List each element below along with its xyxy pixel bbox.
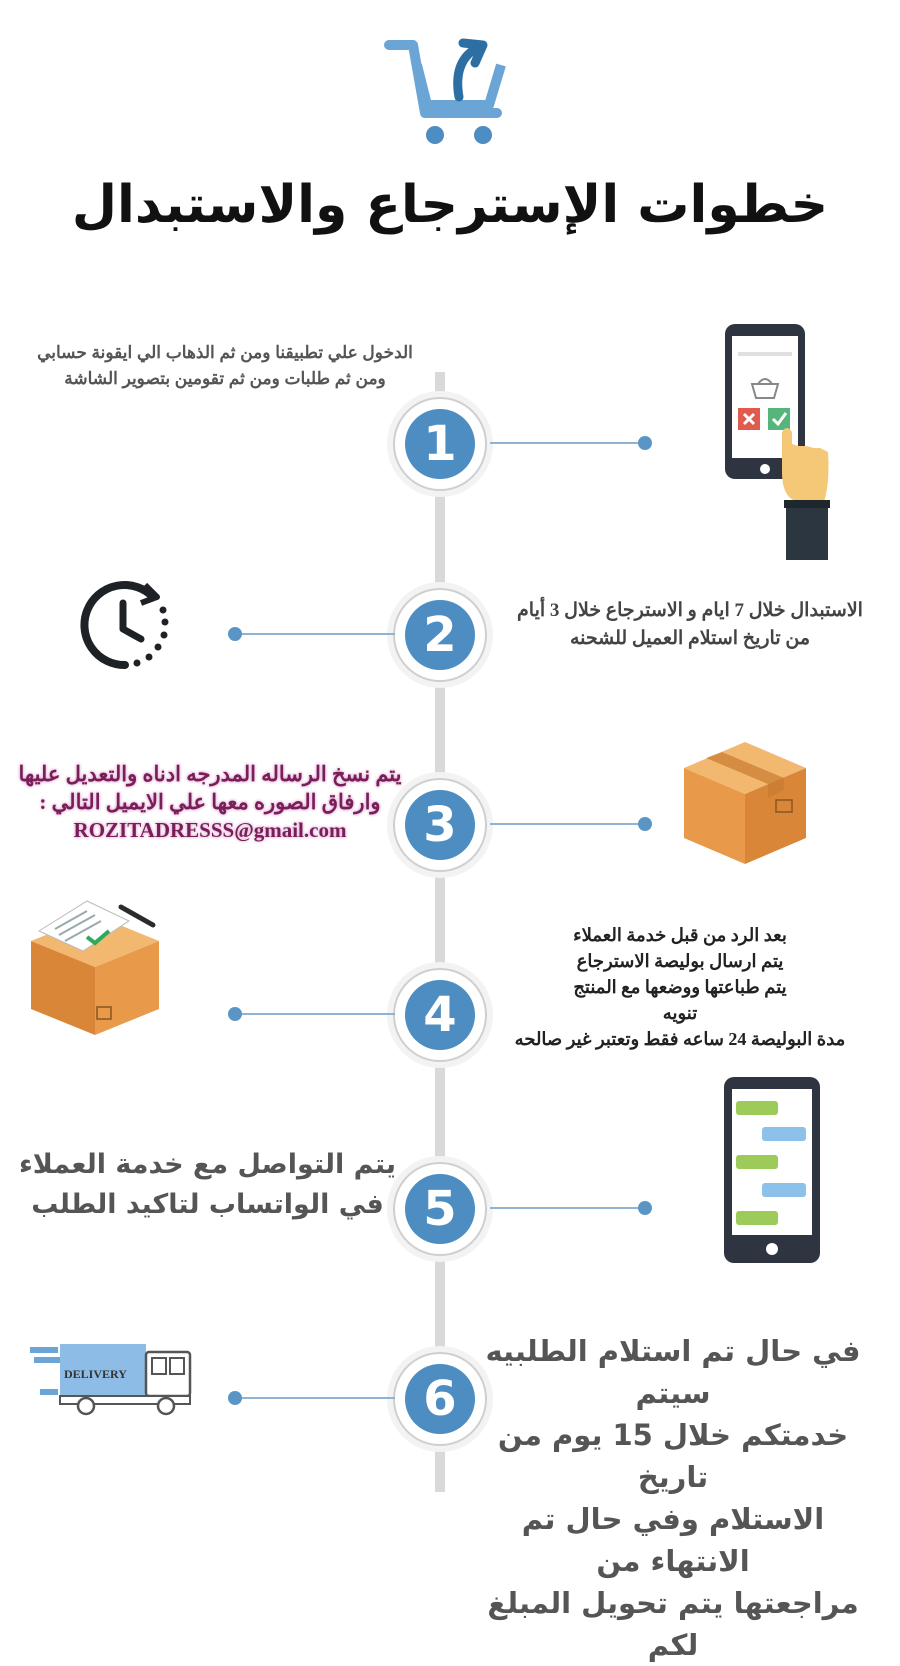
clock-icon (75, 575, 175, 675)
step-1-line-1: الدخول علي تطبيقنا ومن ثم الذهاب الي ايقونة حسابي (37, 343, 413, 362)
step-4-number: 4 (405, 980, 475, 1050)
step-2-circle (393, 588, 487, 682)
step-4-line-3: يتم طباعتها ووضعها مع المنتج (573, 977, 787, 997)
step-1-number: 1 (405, 409, 475, 479)
step-6-line-1: في حال تم استلام الطلبيه سيتم (485, 1334, 861, 1410)
step-6-connector (240, 1397, 395, 1399)
step-6-number: 6 (405, 1364, 475, 1434)
step-3-number: 3 (405, 790, 475, 860)
step-2-text (485, 597, 895, 653)
step-5-line-1: يتم التواصل مع خدمة العملاء (18, 1149, 397, 1180)
step-4-line-1: بعد الرد من قبل خدمة العملاء (573, 925, 787, 945)
step-1-text (5, 340, 445, 392)
step-4-dot (228, 1007, 242, 1021)
step-3-email: ROZITADRESSS@gmail.com (73, 818, 347, 842)
step-5-connector (490, 1207, 640, 1209)
page-title: خطوات الإسترجاع والاستبدال (71, 175, 829, 235)
step-3-connector (490, 823, 640, 825)
step-2-dot (228, 627, 242, 641)
phone-tap-icon (720, 322, 840, 562)
step-5-text (15, 1145, 400, 1225)
step-4-connector (240, 1013, 395, 1015)
box-label-icon (25, 893, 165, 1038)
step-6-line-2: خدمتكم خلال 15 يوم من تاريخ (497, 1418, 849, 1494)
step-4-line-2: يتم ارسال بوليصة الاسترجاع (576, 951, 784, 971)
step-6-dot (228, 1391, 242, 1405)
step-4-text (465, 922, 895, 1052)
step-6-circle (393, 1352, 487, 1446)
step-3-line-2: وارفاق الصوره معها علي الايميل التالي : (39, 790, 381, 814)
step-3-dot (638, 817, 652, 831)
step-1-dot (638, 436, 652, 450)
step-1-connector (490, 442, 640, 444)
step-6-text (478, 1330, 868, 1666)
step-1-circle (393, 397, 487, 491)
step-4-line-4: تنويه (662, 1003, 698, 1023)
step-5-dot (638, 1201, 652, 1215)
step-4-line-5: مدة البوليصة 24 ساعه فقط وتعتبر غير صالحه (514, 1029, 846, 1049)
step-5-line-2: في الواتساب لتاكيد الطلب (31, 1189, 384, 1220)
timeline-line (435, 372, 445, 1492)
step-6-line-4: مراجعتها يتم تحويل المبلغ لكم (487, 1586, 859, 1662)
step-1-line-2: ومن ثم طلبات ومن ثم تقومين بتصوير الشاشة (64, 369, 386, 388)
chat-phone-icon (722, 1075, 822, 1265)
step-3-line-1: يتم نسخ الرساله المدرجه ادناه والتعديل عليها (18, 762, 402, 786)
step-3-text (5, 760, 415, 844)
step-5-circle (393, 1162, 487, 1256)
step-2-connector (240, 633, 395, 635)
step-2-line-2: من تاريخ استلام العميل للشحنه (569, 628, 811, 649)
delivery-truck-icon (30, 1340, 195, 1420)
box-icon (680, 738, 810, 868)
cart-return-icon (385, 35, 515, 150)
step-5-number: 5 (405, 1174, 475, 1244)
step-2-number: 2 (405, 600, 475, 670)
step-2-line-1: الاستبدال خلال 7 ايام و الاسترجاع خلال 3 أيام (517, 600, 863, 621)
truck-label: DELIVERY (64, 1367, 127, 1381)
step-6-line-3: الاستلام وفي حال تم الانتهاء من (521, 1502, 825, 1578)
